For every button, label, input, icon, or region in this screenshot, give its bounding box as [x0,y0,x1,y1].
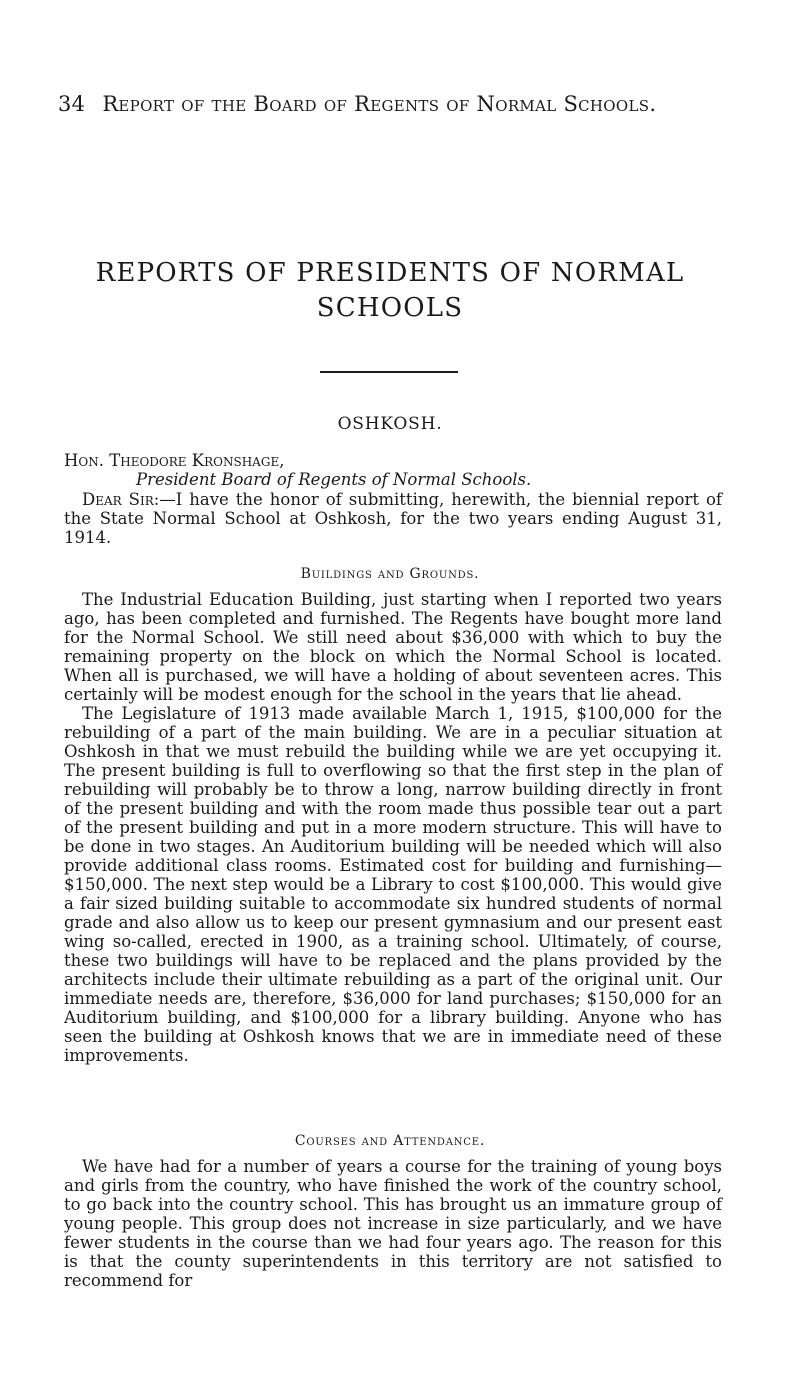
paragraph: The Legislature of 1913 made available March 1, 1915, $100,000 for the rebuilding of a part of the main building. We are in a peculiar situation at Oshkosh in that we must rebuild the building while we are yet occupying it. The present building is full to overflowing so that the first step in the plan of rebuilding will probably be to throw a long, narrow building directly in front of the present building and with the room made thus possible tear out a part of the present building and put in a more modern structure. This will have to be done in two stages. An Auditorium building will be needed which will also provide additional class rooms. Estimated cost for building and furnishing—$150,000. The next step would be a Library to cost $100,000. This would give a fair sized building suitable to accommodate six hundred students of normal grade and also allow us to keep our present gymnasium and our present east wing so-called, erected in 1900, as a training school. Ultimately, of course, these two buildings will have to be replaced and the plans provided by the architects include their ultimate rebuilding as a part of the original unit. Our immediate needs are, therefore, $36,000 for land purchases; $150,000 for an Auditorium building, and $100,000 for a library building. Anyone who has seen the building at Oshkosh knows that we are in immediate need of these improvements. [64,704,722,1065]
running-head-title: Report of the Board of Regents of Normal Schools. [102,92,657,116]
letter-address [64,451,724,489]
running-head [58,92,656,116]
addressee-title: President Board of Regents of Normal Schools. [136,470,532,489]
addressee-prefix: Hon. [64,451,104,470]
buildings-section-body [64,590,722,1065]
letter-opening [64,490,722,547]
page-number: 34 [58,92,86,116]
opening-paragraph [64,490,722,547]
courses-section-body [64,1157,722,1290]
title-divider [320,371,458,373]
main-title-line-1: REPORTS OF PRESIDENTS OF NORMAL [95,258,685,288]
subhead-buildings-and-grounds: Buildings and Grounds. [300,566,480,582]
addressee-line [64,451,724,470]
opening-text: —I have the honor of submitting, herewith, the biennial report of the State Normal School at Oshkosh, for the two years ending August 31, 1914. [64,490,722,547]
subhead-courses-and-attendance: Courses and Attendance. [294,1133,486,1149]
salutation: Dear Sir: [82,490,160,509]
paragraph: The Industrial Education Building, just starting when I reported two years ago, has been completed and furnished. The Regents have bought more land for the Normal School. We still need about $36,000 with which to buy the remaining property on the block on which the Normal School is located. When all is purchased, we will have a holding of about seventeen acres. This certainly will be modest enough for the school in the years that lie ahead. [64,590,722,704]
main-title [60,256,720,326]
paragraph: We have had for a number of years a course for the training of young boys and girls from the country, who have finished the work of the country school, to go back into the country school. This has brought us an immature group of young people. This group does not increase in size particularly, and we have fewer students in the course than we had four years ago. The reason for this is that the county superintendents in this territory are not satisfied to recommend for [64,1157,722,1290]
section-heading-oshkosh: OSHKOSH. [337,414,443,434]
main-title-line-2: SCHOOLS [316,293,464,323]
addressee-name: Theodore Kronshage, [109,451,285,470]
